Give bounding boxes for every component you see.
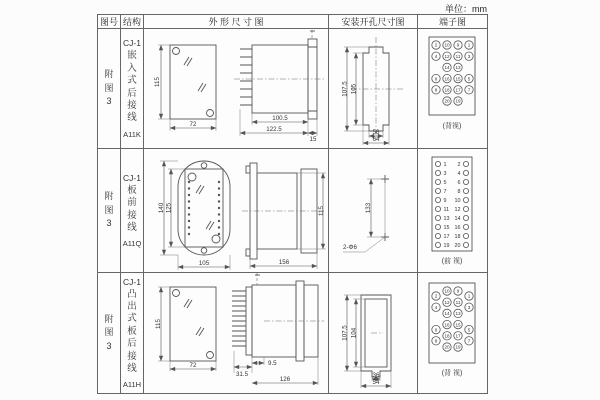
figure-label: 附图3 <box>104 69 114 107</box>
svg-text:3: 3 <box>443 170 447 177</box>
dim-outer-width: 54 <box>372 379 380 386</box>
svg-text:10: 10 <box>454 197 461 204</box>
mounting-drawing-a11h <box>329 273 417 393</box>
figure-cell-row1 <box>98 29 121 149</box>
terminal-cell-row3 <box>418 273 488 394</box>
svg-text:14: 14 <box>454 215 461 222</box>
svg-text:20: 20 <box>454 242 461 249</box>
dim-side-length: 156 <box>278 259 290 266</box>
header-outline: 外 形 尺 寸 图 <box>144 15 329 29</box>
svg-text:19: 19 <box>455 344 461 350</box>
header-structure: 结构 <box>121 15 144 29</box>
dim-inner-height: 125 <box>165 202 173 214</box>
svg-text:2: 2 <box>434 293 438 299</box>
svg-text:16: 16 <box>444 322 450 328</box>
structure-cell-row1 <box>121 29 144 149</box>
svg-text:20: 20 <box>444 98 450 104</box>
structure-model: A11Q <box>122 239 142 249</box>
terminal-diagram-a11h <box>418 273 487 393</box>
svg-text:5: 5 <box>443 179 447 186</box>
hatch-mark <box>196 185 214 230</box>
svg-text:5: 5 <box>467 327 471 333</box>
dim-outer-height: 107.5 <box>341 81 349 97</box>
terminal-grid <box>432 41 473 105</box>
svg-text:20: 20 <box>444 344 450 350</box>
unit-label: 单位：mm <box>445 4 487 14</box>
svg-text:12: 12 <box>444 299 450 305</box>
svg-text:9: 9 <box>443 197 447 204</box>
svg-text:7: 7 <box>467 338 471 344</box>
svg-text:2: 2 <box>457 161 461 168</box>
structure-title: CJ-1 <box>123 172 141 183</box>
figure-label: 附图3 <box>104 313 114 351</box>
svg-text:15: 15 <box>455 322 461 328</box>
structure-model: A11H <box>122 380 142 390</box>
svg-text:3: 3 <box>467 304 471 310</box>
dimension-table <box>97 14 488 394</box>
hatch-mark <box>184 299 204 336</box>
dim-outer-height: 107.5 <box>341 325 349 341</box>
svg-text:7: 7 <box>443 188 447 195</box>
outline-cell-row2 <box>144 149 329 273</box>
svg-text:8: 8 <box>434 338 438 344</box>
hatch-mark <box>184 57 206 92</box>
structure-cell-row2 <box>121 149 144 273</box>
svg-text:12: 12 <box>444 53 450 59</box>
dim-body-length: 100.5 <box>272 115 288 122</box>
svg-text:15: 15 <box>455 76 461 82</box>
svg-text:18: 18 <box>454 233 461 240</box>
dim-hole-span: 133 <box>365 202 372 214</box>
outline-drawing-a11k <box>144 29 328 148</box>
outline-drawing-a11h <box>144 273 328 393</box>
svg-text:9: 9 <box>456 288 460 294</box>
terminal-pins <box>232 291 246 346</box>
svg-text:12: 12 <box>454 206 461 213</box>
svg-text:8: 8 <box>457 188 461 195</box>
structure-desc: 嵌入式后接线 <box>127 50 137 124</box>
svg-text:16: 16 <box>454 224 461 231</box>
svg-text:19: 19 <box>443 242 450 249</box>
svg-text:6: 6 <box>434 327 438 333</box>
terminal-cell-row1 <box>418 29 488 149</box>
svg-text:4: 4 <box>457 170 461 177</box>
svg-text:9: 9 <box>456 42 460 48</box>
svg-text:7: 7 <box>467 87 471 93</box>
svg-text:16: 16 <box>444 76 450 82</box>
figure-cell-row3 <box>98 273 121 394</box>
svg-text:18: 18 <box>444 87 450 93</box>
mounting-drawing-a11q <box>329 149 417 272</box>
dim-inner-width: 56 <box>372 129 380 136</box>
svg-text:13: 13 <box>455 65 461 71</box>
dim-offset: 9.5 <box>268 360 277 367</box>
header-terminal: 端子图 <box>418 15 488 29</box>
terminal-pins <box>240 49 252 105</box>
svg-text:11: 11 <box>455 53 461 59</box>
svg-text:1: 1 <box>467 293 471 299</box>
structure-desc: 板前接线 <box>127 184 137 233</box>
terminal-grid <box>435 161 468 249</box>
dim-holes: 2-Φ6 <box>343 244 357 251</box>
svg-text:8: 8 <box>434 87 438 93</box>
svg-text:6: 6 <box>457 179 461 186</box>
dim-front-width: 72 <box>189 121 197 128</box>
svg-text:11: 11 <box>455 299 461 305</box>
svg-text:15: 15 <box>443 224 450 231</box>
structure-cell-row3 <box>121 273 144 394</box>
dim-flange-depth: 15 <box>309 136 317 143</box>
svg-text:10: 10 <box>444 288 450 294</box>
dim-front-width: 105 <box>198 260 210 267</box>
svg-text:2: 2 <box>434 42 438 48</box>
terminal-grid <box>432 287 473 351</box>
svg-text:13: 13 <box>443 215 450 222</box>
svg-text:4: 4 <box>434 53 438 59</box>
terminal-caption: (前 视) <box>441 258 463 265</box>
structure-model: A11K <box>123 129 141 139</box>
dim-front-height: 115 <box>154 77 161 87</box>
terminal-caption: (背 视) <box>441 370 463 377</box>
dim-body-length: 126 <box>279 376 291 383</box>
dim-pin-depth: 31.5 <box>235 371 249 378</box>
svg-text:18: 18 <box>444 333 450 339</box>
terminal-diagram-a11k <box>418 29 487 148</box>
dim-outer-height: 140 <box>158 202 165 214</box>
mounting-cell-row3 <box>329 273 418 394</box>
terminal-diagram-a11q <box>418 149 487 272</box>
structure-desc: 凸出式板后接线 <box>127 288 137 374</box>
svg-text:1: 1 <box>443 161 447 168</box>
structure-title: CJ-1 <box>123 276 141 287</box>
svg-text:5: 5 <box>467 76 471 82</box>
outline-drawing-a11q <box>144 149 328 272</box>
svg-text:3: 3 <box>467 53 471 59</box>
header-mounting: 安装开孔尺寸图 <box>329 15 418 29</box>
dim-inner-height: 105 <box>350 83 358 95</box>
dim-inner-width: 36 <box>372 372 380 379</box>
dim-side-height: 115 <box>318 206 325 216</box>
header-figure: 图号 <box>98 15 121 29</box>
structure-title: CJ-1 <box>123 38 141 49</box>
terminal-caption: (背视) <box>442 123 462 130</box>
svg-text:14: 14 <box>444 311 450 317</box>
svg-text:6: 6 <box>434 76 438 82</box>
terminal-cell-row2 <box>418 149 488 273</box>
outline-cell-row3 <box>144 273 329 394</box>
dim-total-length: 122.5 <box>266 126 282 133</box>
mounting-cell-row1 <box>329 29 418 149</box>
svg-text:17: 17 <box>443 233 450 240</box>
dim-inner-height: 104 <box>350 327 358 339</box>
dim-front-width: 72 <box>189 362 197 369</box>
svg-text:14: 14 <box>444 65 450 71</box>
figure-cell-row2 <box>98 149 121 273</box>
outline-cell-row1 <box>144 29 329 149</box>
mounting-drawing-a11k <box>329 29 417 148</box>
svg-text:13: 13 <box>455 311 461 317</box>
dim-front-height: 115 <box>155 319 162 329</box>
svg-text:11: 11 <box>443 206 450 213</box>
svg-text:10: 10 <box>444 42 450 48</box>
svg-text:19: 19 <box>455 98 461 104</box>
figure-label: 附图3 <box>104 191 114 229</box>
svg-text:1: 1 <box>467 42 471 48</box>
svg-text:17: 17 <box>455 333 461 339</box>
mounting-cell-row2 <box>329 149 418 273</box>
dim-outer-width: 64 <box>372 136 380 143</box>
svg-text:17: 17 <box>455 87 461 93</box>
svg-text:4: 4 <box>434 304 438 310</box>
